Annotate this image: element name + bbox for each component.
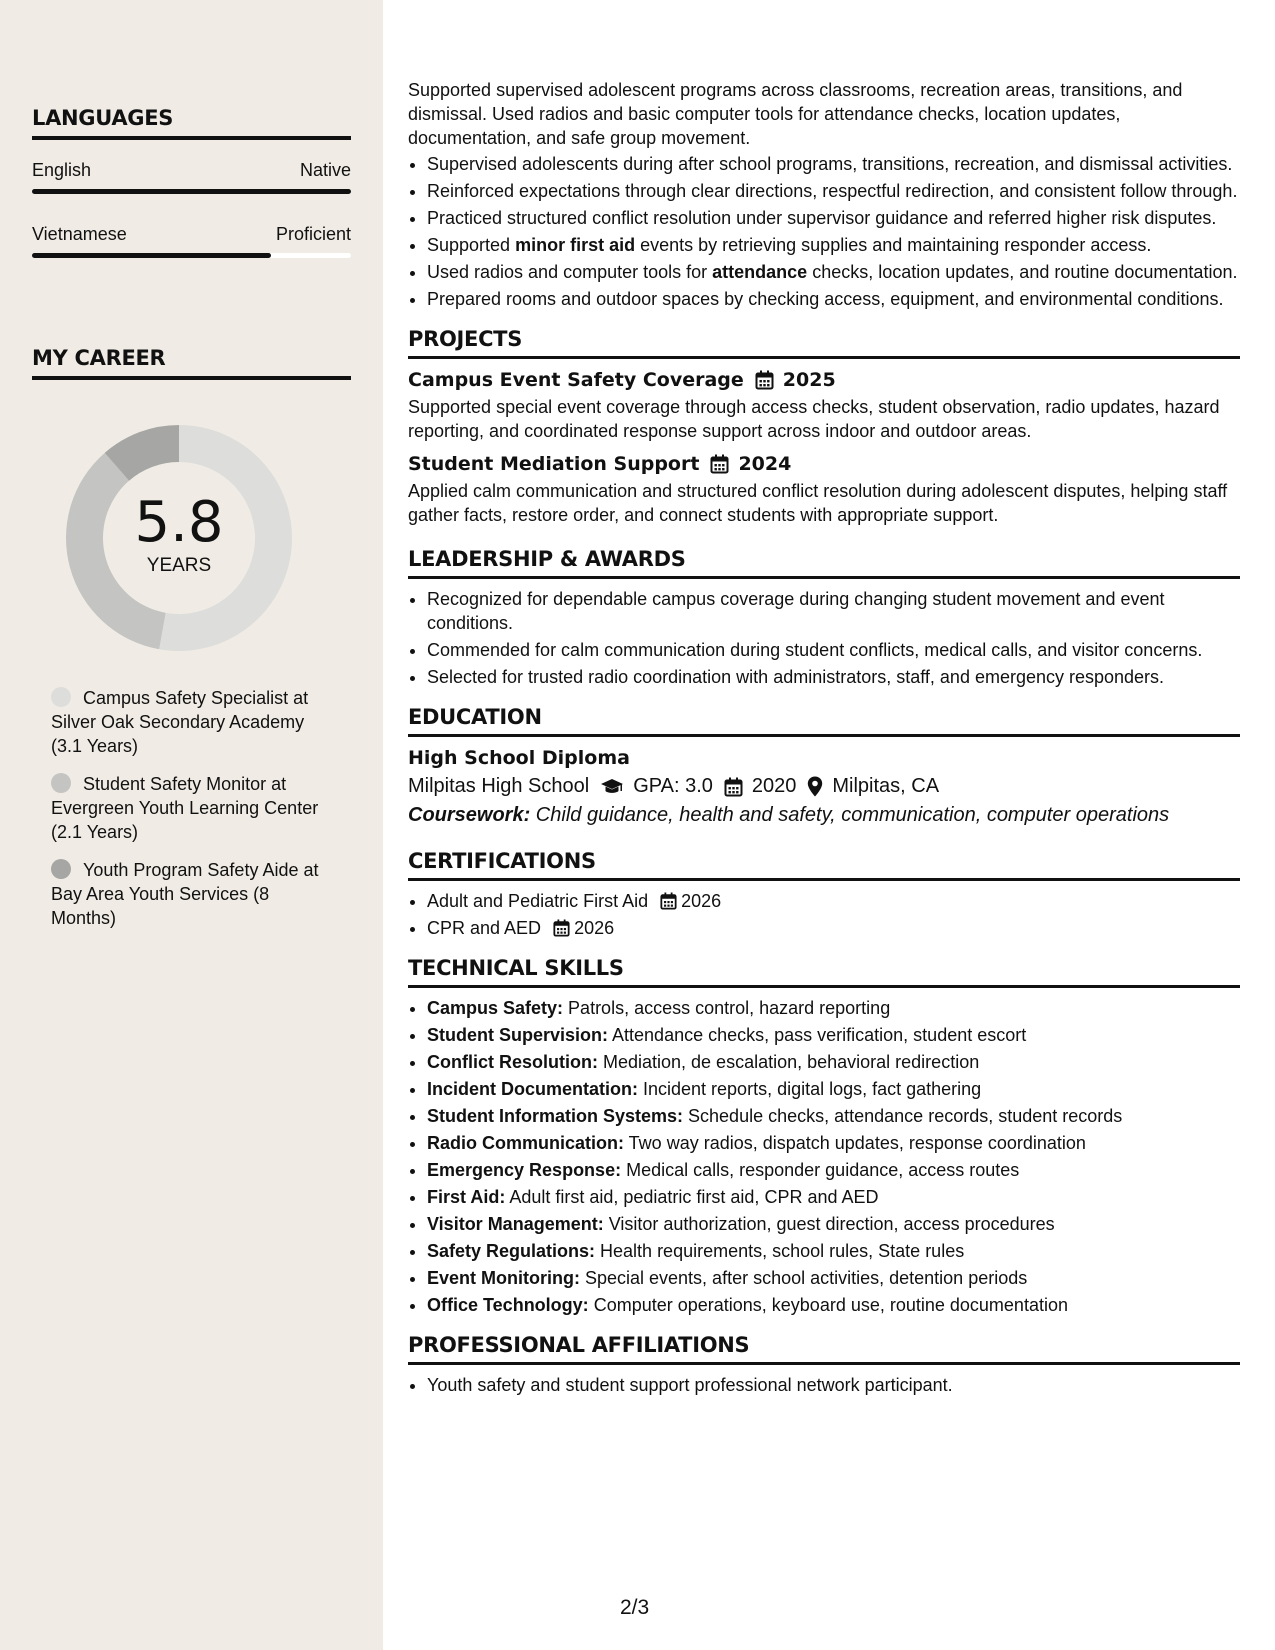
- affiliations-list: [408, 1373, 1240, 1397]
- certification-item: [427, 916, 1240, 940]
- skill-item: [427, 1050, 1240, 1074]
- leadership-item: • Recognized for dependable campus coverage during changing student movement and event conditions.: [427, 587, 1240, 635]
- education-coursework: [408, 804, 1240, 827]
- experience-bullet: [427, 233, 1240, 257]
- skill-value: Mediation, de escalation, behavioral redirection: [597, 1052, 980, 1072]
- legend-dot: [51, 773, 71, 793]
- bullet-text: checks, location updates, and routine documentation.: [807, 262, 1238, 282]
- language-proficiency-bar: [32, 253, 351, 258]
- bullet-text: Supported: [427, 235, 516, 255]
- legend-dot: [51, 859, 71, 879]
- skill-value: Special events, after school activities, detention periods: [579, 1268, 1028, 1288]
- language-proficiency-bar: [32, 189, 351, 194]
- certifications-list: [408, 889, 1240, 940]
- leadership-item: • Selected for trusted radio coordination with administrators, staff, and emergency responders.: [427, 665, 1240, 689]
- affiliation-item: • Youth safety and student support professional network participant.: [427, 1373, 1240, 1397]
- education-degree: High School Diploma: [408, 747, 630, 769]
- projects-section: [408, 327, 1240, 527]
- skill-item: [427, 1212, 1240, 1236]
- skill-item: [427, 1131, 1240, 1155]
- career-legend-text: Student Safety Monitor at Evergreen Youth Learning Center (2.1 Years): [51, 774, 319, 842]
- skill-item: [427, 1104, 1240, 1128]
- education-heading: EDUCATION: [408, 705, 1240, 737]
- language-level: Native: [299, 160, 351, 180]
- skill-label: Office Technology:: [427, 1295, 589, 1315]
- leadership-bullets: [408, 587, 1240, 689]
- experience-section: [408, 78, 1240, 311]
- skill-value: Attendance checks, pass verification, student escort: [608, 1025, 1027, 1045]
- education-location: Milpitas, CA: [832, 775, 940, 797]
- language-name: Vietnamese: [32, 224, 127, 244]
- skill-label: Incident Documentation:: [427, 1079, 638, 1099]
- calendar-icon: [755, 370, 774, 390]
- education-gpa: GPA: 3.0: [633, 775, 713, 797]
- career-legend-item: [51, 772, 331, 844]
- bullet-text: events by retrieving supplies and maintaining responder access.: [635, 235, 1152, 255]
- language-proficiency-fill: [32, 253, 271, 258]
- experience-bullet: [427, 260, 1240, 284]
- coursework-text: Child guidance, health and safety, communication, computer operations: [530, 804, 1170, 826]
- certifications-section: [408, 849, 1240, 940]
- calendar-icon: [710, 454, 729, 474]
- experience-summary: Supported supervised adolescent programs across classrooms, recreation areas, transitions, and dismissal. Used radios and basic computer tools for attendance checks, location updates, documentation, and safe group movement.: [408, 80, 1183, 148]
- education-details: [408, 775, 1240, 798]
- language-item: [32, 160, 351, 194]
- leadership-item: • Commended for calm communication during student conflicts, medical calls, and visitor concerns.: [427, 638, 1240, 662]
- skill-item: [427, 996, 1240, 1020]
- language-level: Proficient: [275, 224, 351, 244]
- bullet-text: Practiced structured conflict resolution under supervisor guidance and referred higher risk disputes.: [427, 208, 1217, 228]
- languages-heading: LANGUAGES: [32, 106, 351, 140]
- graduation-cap-icon: [600, 778, 624, 796]
- career-legend-item: [51, 686, 331, 758]
- calendar-icon: [724, 777, 743, 797]
- language-proficiency-fill: [32, 189, 351, 194]
- affiliations-heading: PROFESSIONAL AFFILIATIONS: [408, 1333, 1240, 1365]
- education-section: [408, 705, 1240, 827]
- bullet-text: Reinforced expectations through clear directions, respectful redirection, and consistent follow through.: [427, 181, 1238, 201]
- skill-value: Patrols, access control, hazard reporting: [563, 998, 891, 1018]
- certification-item: [427, 889, 1240, 913]
- career-legend: [51, 686, 331, 944]
- skill-label: Safety Regulations:: [427, 1241, 596, 1261]
- skill-label: Event Monitoring:: [427, 1268, 580, 1288]
- education-year: 2020: [751, 775, 797, 797]
- certification-year: 2026: [681, 891, 722, 911]
- calendar-icon: [553, 919, 570, 937]
- experience-bullet: [427, 206, 1240, 230]
- project-year: 2024: [738, 453, 792, 475]
- skill-item: [427, 1293, 1240, 1317]
- career-legend-text: Youth Program Safety Aide at Bay Area Youth Services (8 Months): [51, 860, 319, 928]
- projects-heading: PROJECTS: [408, 327, 1240, 359]
- career-total-unit: YEARS: [146, 555, 212, 576]
- skill-item: [427, 1077, 1240, 1101]
- bullet-text: Used radios and computer tools for: [427, 262, 713, 282]
- skill-item: [427, 1185, 1240, 1209]
- bullet-text: Supervised adolescents during after school programs, transitions, recreation, and dismissal activities.: [427, 154, 1233, 174]
- language-item: [32, 224, 351, 258]
- bullet-text: Prepared rooms and outdoor spaces by checking access, equipment, and environmental conditions.: [427, 289, 1224, 309]
- skill-value: Health requirements, school rules, State rules: [595, 1241, 965, 1261]
- affiliations-section: [408, 1333, 1240, 1397]
- calendar-icon: [660, 892, 677, 910]
- skills-heading: TECHNICAL SKILLS: [408, 956, 1240, 988]
- skills-list: [408, 996, 1240, 1317]
- skill-label: Radio Communication:: [427, 1133, 624, 1153]
- career-legend-item: [51, 858, 331, 930]
- career-legend-text: Campus Safety Specialist at Silver Oak Secondary Academy (3.1 Years): [51, 688, 309, 756]
- languages-section: [32, 106, 351, 258]
- career-donut-chart: [66, 425, 292, 651]
- project-title: Campus Event Safety Coverage: [408, 369, 744, 391]
- project-item: [408, 369, 1240, 443]
- skill-label: Emergency Response:: [427, 1160, 622, 1180]
- skill-label: Student Information Systems:: [427, 1106, 684, 1126]
- skill-label: Student Supervision:: [427, 1025, 609, 1045]
- skill-value: Incident reports, digital logs, fact gathering: [638, 1079, 982, 1099]
- project-item: [408, 453, 1240, 527]
- skill-label: Campus Safety:: [427, 998, 564, 1018]
- map-pin-icon: [807, 776, 823, 797]
- sidebar: [0, 0, 383, 1650]
- skill-label: First Aid:: [427, 1187, 506, 1207]
- experience-bullet: [427, 152, 1240, 176]
- legend-dot: [51, 687, 71, 707]
- certifications-heading: CERTIFICATIONS: [408, 849, 1240, 881]
- skill-label: Conflict Resolution:: [427, 1052, 598, 1072]
- skill-value: Computer operations, keyboard use, routine documentation: [588, 1295, 1068, 1315]
- leadership-section: [408, 547, 1240, 689]
- certification-name: • CPR and AED: [427, 918, 542, 938]
- bullet-bold-text: attendance: [712, 262, 808, 282]
- project-description: Supported special event coverage through access checks, student observation, radio updates, hazard reporting, and coordinated response support across indoor and outdoor areas.: [408, 397, 1220, 441]
- career-total-years: 5.8: [134, 490, 224, 555]
- certification-name: • Adult and Pediatric First Aid: [427, 891, 649, 911]
- certification-year: 2026: [574, 918, 615, 938]
- career-heading: MY CAREER: [32, 346, 351, 380]
- page-number: 2/3: [620, 1596, 650, 1619]
- experience-bullet: [427, 287, 1240, 311]
- skill-item: [427, 1266, 1240, 1290]
- project-description: Applied calm communication and structured conflict resolution during adolescent disputes, helping staff gather facts, restore order, and connect students with appropriate support.: [408, 481, 1228, 525]
- skill-value: Two way radios, dispatch updates, response coordination: [624, 1133, 1086, 1153]
- project-year: 2025: [782, 369, 836, 391]
- skill-value: Schedule checks, attendance records, student records: [683, 1106, 1123, 1126]
- language-name: English: [32, 160, 92, 180]
- career-section: [32, 346, 351, 380]
- skill-item: [427, 1023, 1240, 1047]
- skill-label: Visitor Management:: [427, 1214, 604, 1234]
- leadership-heading: LEADERSHIP & AWARDS: [408, 547, 1240, 579]
- skill-value: Visitor authorization, guest direction, access procedures: [603, 1214, 1055, 1234]
- main-content: [408, 78, 1240, 1400]
- skill-item: [427, 1158, 1240, 1182]
- coursework-label: Coursework:: [408, 804, 531, 826]
- experience-bullets: [408, 152, 1240, 311]
- project-title: Student Mediation Support: [408, 453, 700, 475]
- bullet-bold-text: minor first aid: [515, 235, 636, 255]
- skill-value: Medical calls, responder guidance, access routes: [621, 1160, 1020, 1180]
- skill-item: [427, 1239, 1240, 1263]
- skills-section: [408, 956, 1240, 1317]
- skill-value: Adult first aid, pediatric first aid, CPR and AED: [505, 1187, 879, 1207]
- education-school: Milpitas High School: [408, 775, 590, 797]
- career-donut-center: [66, 425, 292, 651]
- experience-bullet: [427, 179, 1240, 203]
